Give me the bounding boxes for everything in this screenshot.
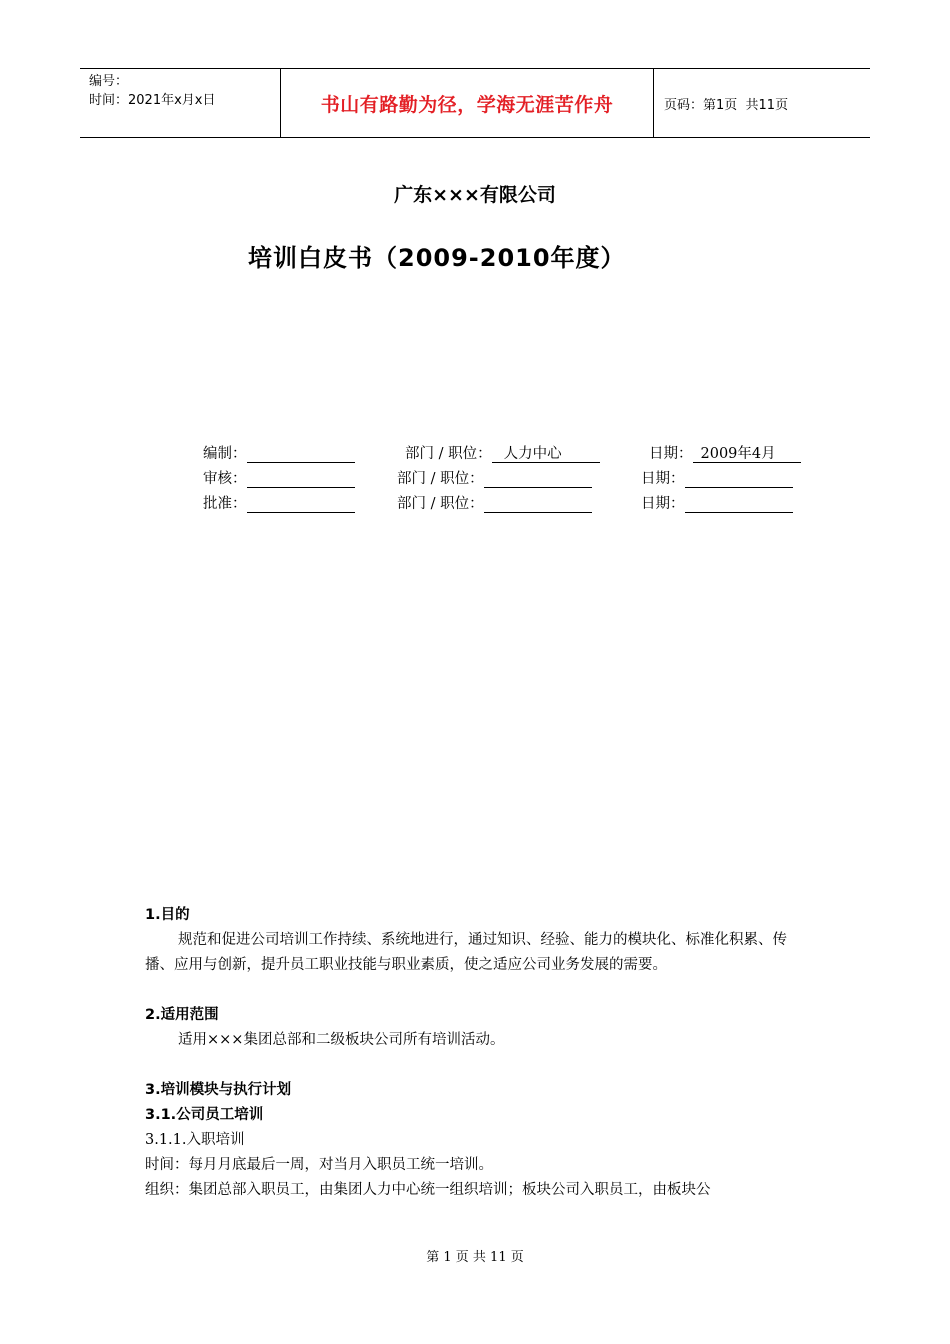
header-info-cell (80, 69, 281, 137)
onboarding-time-line: 时间：每月月底最后一周，对当月入职员工统一培训。 (145, 1157, 493, 1173)
review-field (247, 469, 355, 488)
compile-field (247, 444, 355, 463)
review-dept-field (484, 469, 592, 488)
review-date-field (685, 469, 793, 488)
approve-dept-field (484, 494, 592, 513)
approve-label: 批准： (203, 496, 247, 512)
approve-field (247, 494, 355, 513)
company-name: 广东×××有限公司 (394, 184, 556, 206)
section-heading-purpose: 1.目的 (145, 907, 190, 923)
compile-date-field: 2009年4月 (693, 445, 801, 463)
header-page-number: 页码：第1页 共11页 (664, 97, 789, 113)
section-text-purpose: 规范和促进公司培训工作持续、系统地进行，通过知识、经验、能力的模块化、标准化积累、传播、应用与创新，提升员工职业技能与职业素质，使之适应公司业务发展的需要。 (145, 932, 787, 973)
compile-date-label: 日期： (649, 446, 693, 462)
page-footer: 第 1 页 共 11 页 (426, 1250, 524, 1265)
section-heading-modules: 3.培训模块与执行计划 (145, 1082, 292, 1098)
review-dept-label: 部门 / 职位： (397, 471, 484, 487)
review-date-label: 日期： (641, 471, 685, 487)
approve-dept-label: 部门 / 职位： (397, 496, 484, 512)
document-time-label: 时间：2021年x月x日 (89, 93, 216, 108)
approve-date-label: 日期： (641, 496, 685, 512)
section-heading-scope: 2.适用范围 (145, 1007, 219, 1023)
signoff-row-compile (203, 438, 801, 463)
section-heading-employee-training: 3.1.公司员工培训 (145, 1107, 264, 1123)
page-header (80, 68, 870, 138)
signoff-block (203, 438, 801, 513)
document-body (145, 903, 810, 1203)
compile-dept-label: 部门 / 职位： (405, 446, 492, 462)
signoff-row-review (203, 463, 801, 488)
header-page-cell (654, 69, 870, 137)
compile-dept-field: 人力中心 (492, 445, 600, 463)
header-motto: 书山有路勤为径，学海无涯苦作舟 (281, 69, 654, 137)
approve-date-field (685, 494, 793, 513)
compile-label: 编制： (203, 446, 247, 462)
section-heading-onboarding: 3.1.1.入职培训 (145, 1132, 245, 1148)
section-text-scope: 适用×××集团总部和二级板块公司所有培训活动。 (178, 1032, 505, 1048)
onboarding-org-line: 组织：集团总部入职员工，由集团人力中心统一组织培训；板块公司入职员工，由板块公 (145, 1182, 711, 1198)
review-label: 审核： (203, 471, 247, 487)
signoff-row-approve (203, 488, 801, 513)
document-title: 培训白皮书（2009-2010年度） (248, 244, 626, 272)
document-number-label: 编号： (89, 74, 129, 89)
